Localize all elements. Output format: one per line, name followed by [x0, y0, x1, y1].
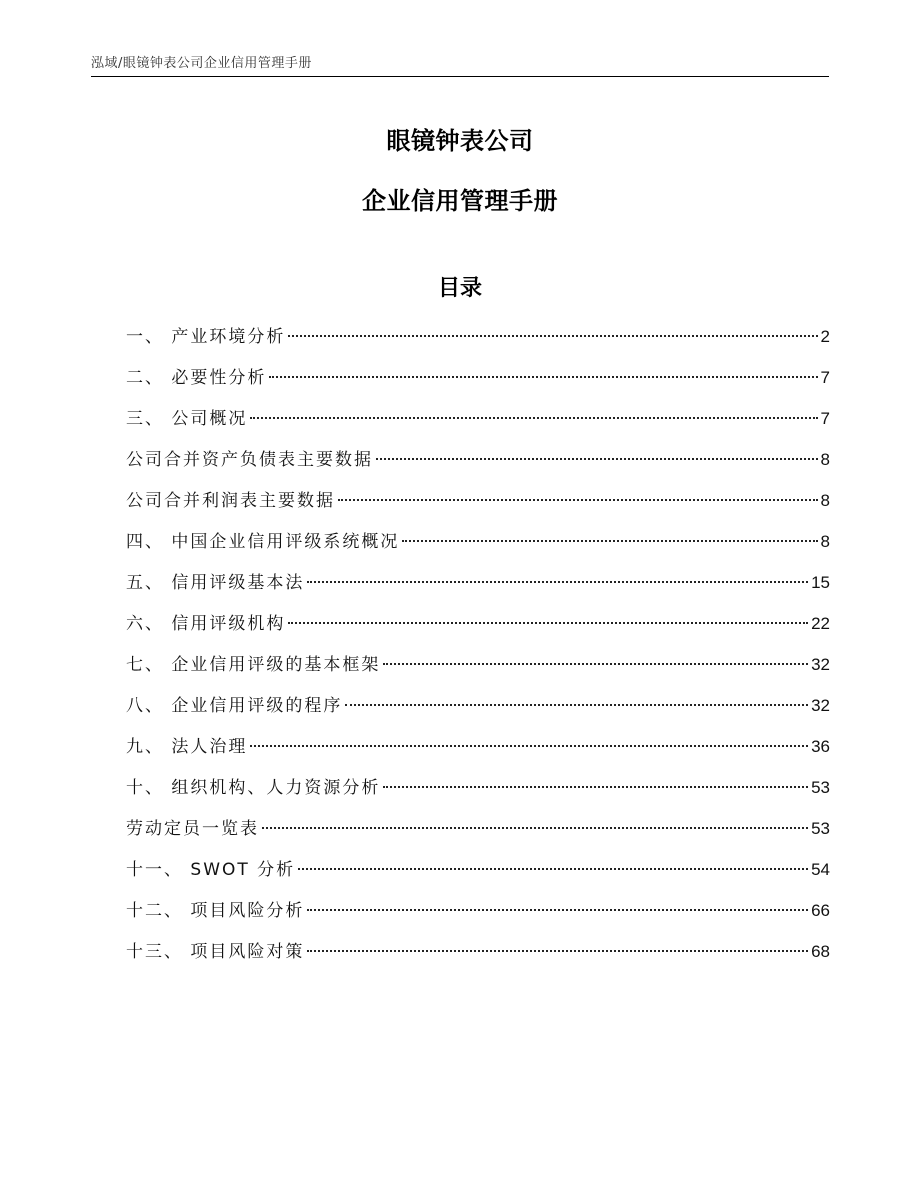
toc-entry-title: 十三、 项目风险对策 [126, 942, 305, 962]
toc-entry[interactable] [126, 323, 830, 364]
toc-leader-dots [250, 744, 808, 747]
toc-leader-dots [307, 949, 808, 952]
toc-entry-page-number: 7 [820, 368, 830, 387]
toc-entry-page-number: 15 [811, 573, 830, 592]
toc-entry-title: 八、 企业信用评级的程序 [126, 696, 343, 716]
table-of-contents [126, 323, 830, 979]
toc-entry[interactable] [126, 733, 830, 774]
toc-leader-dots [298, 867, 808, 870]
toc-entry[interactable] [126, 569, 830, 610]
toc-entry[interactable] [126, 446, 830, 487]
toc-entry-title: 五、 信用评级基本法 [126, 573, 305, 593]
toc-entry-title: 七、 企业信用评级的基本框架 [126, 655, 381, 675]
toc-leader-dots [262, 826, 808, 829]
toc-leader-dots [288, 621, 808, 624]
toc-leader-dots [250, 416, 817, 419]
toc-entry-page-number: 22 [811, 614, 830, 633]
toc-entry-page-number: 66 [811, 901, 830, 920]
toc-entry-title: 劳动定员一览表 [126, 819, 259, 839]
toc-entry-title: 四、 中国企业信用评级系统概况 [126, 532, 400, 552]
toc-entry[interactable] [126, 774, 830, 815]
toc-entry-title: 三、 公司概况 [126, 409, 248, 429]
document-title-line2: 企业信用管理手册 [362, 187, 558, 215]
toc-entry-title: 十、 组织机构、人力资源分析 [126, 778, 381, 798]
toc-entry-title: 公司合并利润表主要数据 [126, 491, 335, 511]
toc-leader-dots [383, 785, 808, 788]
toc-entry-page-number: 7 [820, 409, 830, 428]
toc-entry-page-number: 53 [811, 819, 830, 838]
toc-entry-page-number: 32 [811, 655, 830, 674]
toc-entry[interactable] [126, 651, 830, 692]
document-title-line1: 眼镜钟表公司 [386, 127, 534, 155]
toc-entry[interactable] [126, 938, 830, 979]
toc-entry-page-number: 53 [811, 778, 830, 797]
toc-leader-dots [307, 908, 808, 911]
toc-entry-page-number: 8 [820, 491, 830, 510]
toc-leader-dots [269, 375, 817, 378]
toc-entry[interactable] [126, 815, 830, 856]
toc-entry-page-number: 8 [820, 532, 830, 551]
toc-leader-dots [288, 334, 817, 337]
toc-entry-page-number: 2 [820, 327, 830, 346]
toc-entry[interactable] [126, 897, 830, 938]
header-divider [91, 76, 829, 77]
toc-entry-title: 六、 信用评级机构 [126, 614, 286, 634]
toc-entry-page-number: 36 [811, 737, 830, 756]
toc-entry[interactable] [126, 405, 830, 446]
toc-entry-page-number: 54 [811, 860, 830, 879]
toc-entry-title: 公司合并资产负债表主要数据 [126, 450, 373, 470]
toc-entry-title: 二、 必要性分析 [126, 368, 267, 388]
toc-entry-title: 十一、 SWOT 分析 [126, 860, 296, 880]
toc-leader-dots [338, 498, 818, 501]
running-header: 泓域/眼镜钟表公司企业信用管理手册 [91, 56, 312, 71]
toc-entry[interactable] [126, 364, 830, 405]
toc-entry[interactable] [126, 856, 830, 897]
toc-entry-title: 九、 法人治理 [126, 737, 248, 757]
toc-heading: 目录 [437, 276, 482, 301]
toc-entry[interactable] [126, 528, 830, 569]
toc-entry[interactable] [126, 487, 830, 528]
toc-leader-dots [345, 703, 808, 706]
toc-entry-page-number: 8 [820, 450, 830, 469]
toc-leader-dots [402, 539, 817, 542]
toc-entry-title: 一、 产业环境分析 [126, 327, 286, 347]
toc-entry[interactable] [126, 610, 830, 651]
toc-leader-dots [383, 662, 808, 665]
toc-leader-dots [307, 580, 808, 583]
toc-entry[interactable] [126, 692, 830, 733]
toc-leader-dots [376, 457, 818, 460]
toc-entry-title: 十二、 项目风险分析 [126, 901, 305, 921]
toc-entry-page-number: 32 [811, 696, 830, 715]
toc-entry-page-number: 68 [811, 942, 830, 961]
